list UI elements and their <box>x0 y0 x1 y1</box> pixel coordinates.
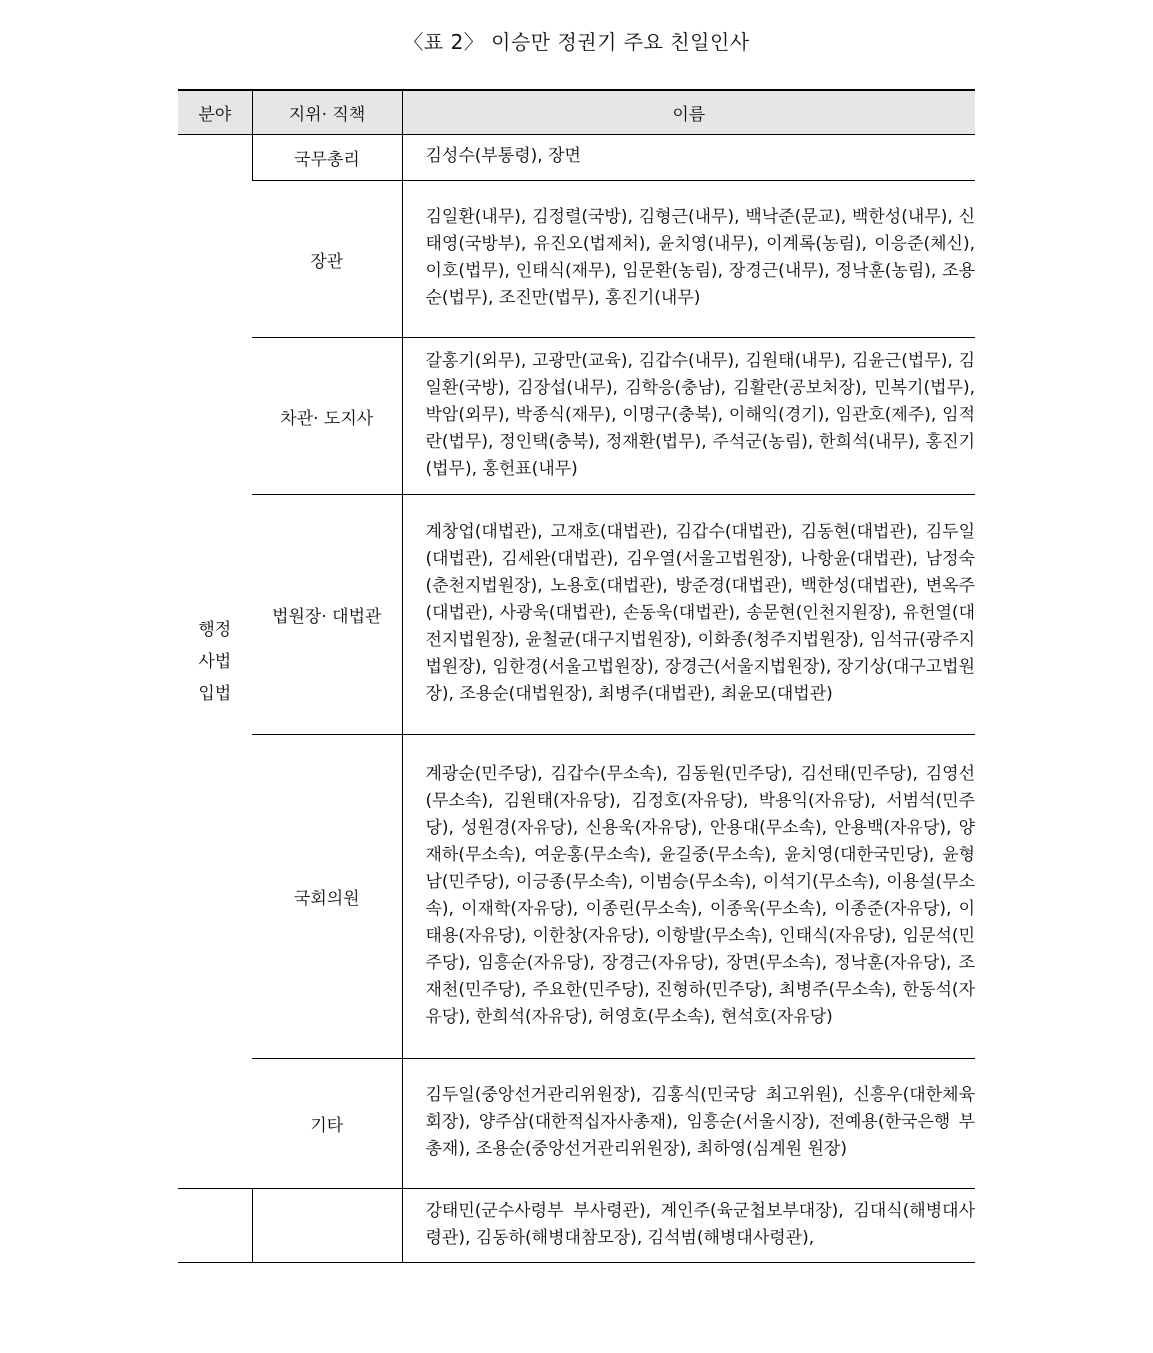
table-row <box>178 1059 975 1189</box>
header-field: 분야 <box>178 90 252 135</box>
names-cell: 김일환(내무), 김정렬(국방), 김형근(내무), 백낙준(문교), 백한성(내무), 신태영(국방부), 유진오(법제처), 윤치영(내무), 이계록(농림), 이응준(체신), 이호(법무), 인태식(재무), 임문환(농림), 장경근(내무), 정낙훈(농림), 조용순(법무), 조진만(법무), 홍진기(내무) <box>402 181 975 338</box>
position-cell <box>252 1189 402 1263</box>
position-cell: 기타 <box>252 1059 402 1189</box>
position-cell: 국회의원 <box>252 735 402 1059</box>
header-position: 지위· 직책 <box>252 90 402 135</box>
header-names: 이름 <box>402 90 975 135</box>
table-row <box>178 338 975 495</box>
table-row <box>178 495 975 735</box>
field-line: 입법 <box>198 683 232 704</box>
table-row <box>178 135 975 181</box>
position-cell: 장관 <box>252 181 402 338</box>
field-cell <box>178 1189 252 1263</box>
table-row <box>178 1189 975 1263</box>
names-cell: 김성수(부통령), 장면 <box>402 135 975 181</box>
field-line: 사법 <box>198 651 232 672</box>
table-title: 〈표 2〉 이승만 정권기 주요 친일인사 <box>403 30 750 54</box>
table-row <box>178 181 975 338</box>
collaborators-table <box>178 89 975 1263</box>
names-cell: 계창업(대법관), 고재호(대법관), 김갑수(대법관), 김동현(대법관), 김두일(대법관), 김세완(대법관), 김우열(서울고법원장), 나항윤(대법관), 남정숙(춘천지법원장), 노용호(대법관), 방준경(대법관), 백한성(대법관), 변옥주(대법관), 사광욱(대법관), 손동욱(대법관), 송문현(인천지원장), 유헌열(대전지법원장), 윤철균(대구지법원장), 이화종(청주지법원장), 임석규(광주지법원장), 임한경(서울고법원장), 장경근(서울지법원장), 장기상(대구고법원장), 조용순(대법원장), 최병주(대법관), 최윤모(대법관) <box>402 495 975 735</box>
field-line: 행정 <box>198 619 232 640</box>
position-cell: 차관· 도지사 <box>252 338 402 495</box>
field-cell <box>178 135 252 1189</box>
names-cell: 계광순(민주당), 김갑수(무소속), 김동원(민주당), 김선태(민주당), 김영선(무소속), 김원태(자유당), 김정호(자유당), 박용익(자유당), 서범석(민주당), 성원경(자유당), 신용욱(자유당), 안용대(무소속), 안용백(자유당), 양재하(무소속), 여운홍(무소속), 윤길중(무소속), 윤치영(대한국민당), 윤형남(민주당), 이긍종(무소속), 이범승(무소속), 이석기(무소속), 이용설(무소속), 이재학(자유당), 이종린(무소속), 이종욱(무소속), 이종준(자유당), 이태용(자유당), 이한창(자유당), 이항발(무소속), 인태식(자유당), 임문석(민주당), 임흥순(자유당), 장경근(자유당), 장면(무소속), 정낙훈(자유당), 조재천(민주당), 주요한(민주당), 진형하(민주당), 최병주(무소속), 한동석(자유당), 한희석(자유당), 허영호(무소속), 현석호(자유당) <box>402 735 975 1059</box>
names-cell: 강태민(군수사령부 부사령관), 계인주(육군첩보부대장), 김대식(해병대사령관), 김동하(해병대참모장), 김석범(해병대사령관), <box>402 1189 975 1263</box>
position-cell: 국무총리 <box>252 135 402 181</box>
names-cell: 김두일(중앙선거관리위원장), 김홍식(민국당 최고위원), 신흥우(대한체육회장), 양주삼(대한적십자사총재), 임흥순(서울시장), 전예용(한국은행 부총재), 조용순(중앙선거관리위원장), 최하영(심계원 원장) <box>402 1059 975 1189</box>
names-cell: 갈홍기(외무), 고광만(교육), 김갑수(내무), 김원태(내무), 김윤근(법무), 김일환(국방), 김장섭(내무), 김학응(충남), 김활란(공보처장), 민복기(법무), 박암(외무), 박종식(재무), 이명구(충북), 이해익(경기), 임관호(제주), 임적란(법무), 정인택(충북), 정재환(법무), 주석군(농림), 한희석(내무), 홍진기(법무), 홍헌표(내무) <box>402 338 975 495</box>
table-header-row <box>178 90 975 135</box>
position-cell: 법원장· 대법관 <box>252 495 402 735</box>
table-row <box>178 735 975 1059</box>
